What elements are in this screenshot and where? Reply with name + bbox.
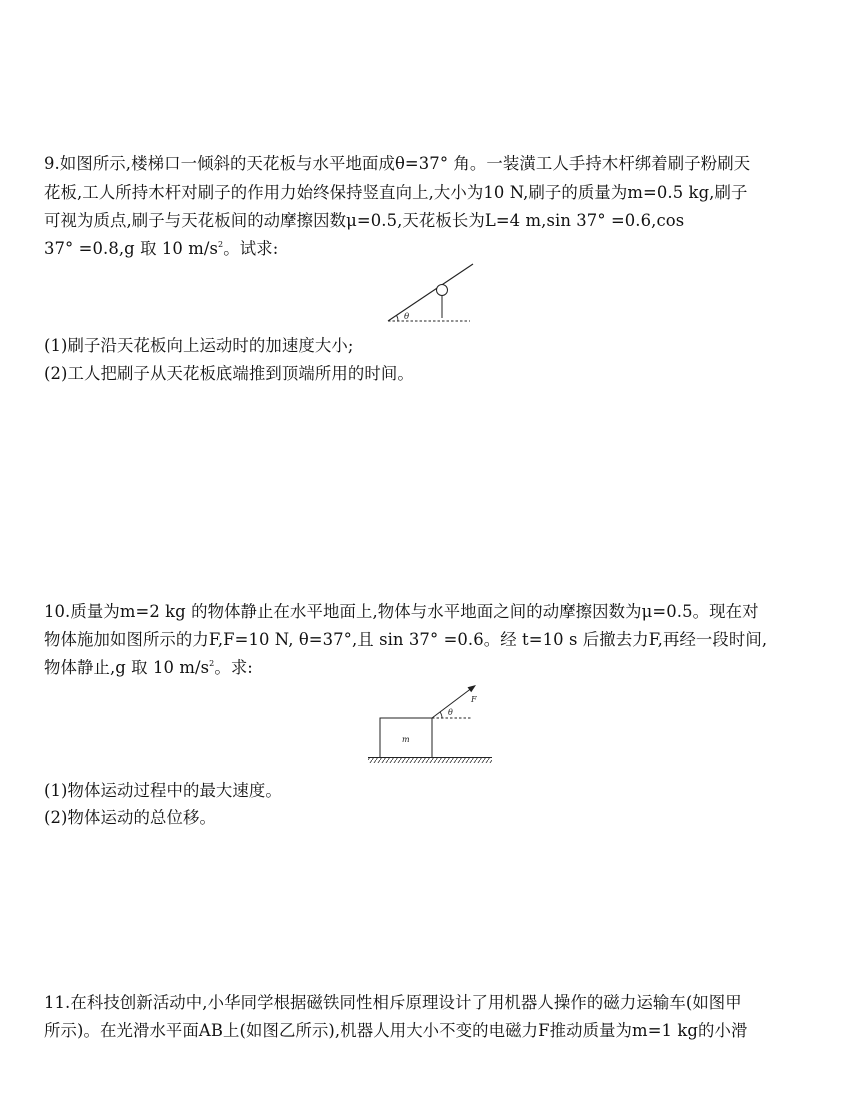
ground-hatching — [368, 758, 492, 763]
q9-line-3: 可视为质点,刷子与天花板间的动摩擦因数μ=0.5,天花板长为L=4 m,sin 37° =0.6,cos — [44, 211, 685, 230]
brush-circle — [437, 285, 448, 296]
q10-line-3 — [44, 658, 253, 678]
q9-sub-question-2: (2)工人把刷子从天花板底端推到顶端所用的时间。 — [44, 364, 414, 383]
q9-line-4-text: 37° =0.8,g 取 10 m/s — [44, 239, 219, 258]
q9-line-2: 花板,工人所持木杆对刷子的作用力始终保持竖直向上,大小为10 N,刷子的质量为m=0.5 kg,刷子 — [44, 183, 748, 202]
q9-line-1: 9.如图所示,楼梯口一倾斜的天花板与水平地面成θ=37° 角。一装潢工人手持木杆绑着刷子粉刷天 — [44, 154, 751, 173]
force-arrowhead — [468, 685, 477, 692]
q10-line-3-tail: 。求: — [214, 658, 253, 677]
q9-sub-question-1: (1)刷子沿天花板向上运动时的加速度大小; — [44, 336, 354, 355]
q10-line-1: 10.质量为m=2 kg 的物体静止在水平地面上,物体与水平地面之间的动摩擦因数为μ=0.5。现在对 — [44, 602, 759, 621]
q10-angle-arc — [440, 712, 442, 718]
q10-sub-question-2: (2)物体运动的总位移。 — [44, 808, 216, 827]
q9-angle-label: θ — [404, 312, 410, 322]
q10-block-figure — [364, 682, 496, 768]
angle-arc — [397, 316, 398, 321]
q11-line-1: 11.在科技创新活动中,小华同学根据磁铁同性相斥原理设计了用机器人操作的磁力运输车(如图甲 — [44, 993, 742, 1012]
q10-sub-question-1: (1)物体运动过程中的最大速度。 — [44, 781, 282, 800]
q9-ceiling-figure — [382, 258, 478, 326]
q10-mass-label: m — [402, 735, 410, 744]
q9-line-4-tail: 。试求: — [223, 239, 279, 258]
q10-exponent: 2 — [209, 659, 215, 668]
q11-line-2: 所示)。在光滑水平面AB上(如图乙所示),机器人用大小不变的电磁力F推动质量为m=1 kg的小滑 — [44, 1021, 748, 1040]
q9-exponent: 2 — [218, 240, 224, 249]
q10-force-label: F — [471, 695, 477, 704]
q9-line-4 — [44, 239, 278, 259]
q10-line-2: 物体施加如图所示的力F,F=10 N, θ=37°,且 sin 37° =0.6。经 t=10 s 后撤去力F,再经一段时间, — [44, 630, 768, 649]
q10-line-3-text: 物体静止,g 取 10 m/s — [44, 658, 210, 677]
ceiling-incline-line — [388, 264, 473, 321]
q10-angle-label: θ — [448, 708, 453, 717]
